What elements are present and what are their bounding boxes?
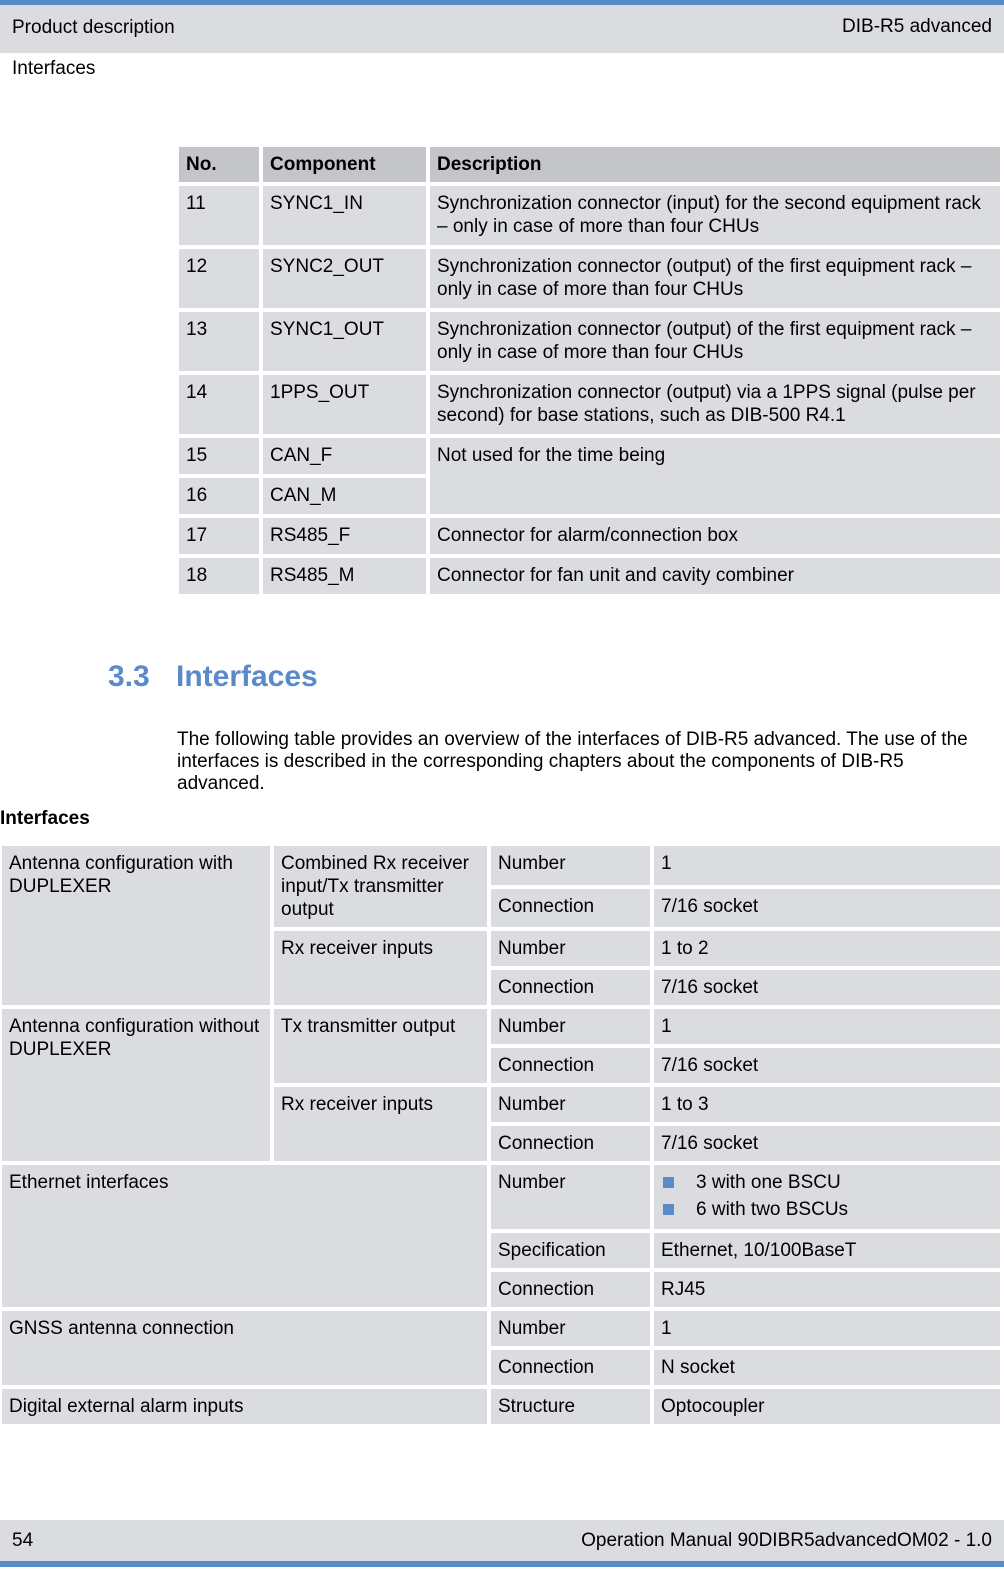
list-item-text: 3 with one BSCU [696,1172,841,1193]
column-header-component: Component [263,147,426,182]
cell-description: Connector for alarm/connection box [430,518,1000,554]
cell-description: Not used for the time being [430,438,1000,514]
cell-value: 7/16 socket [654,970,1000,1005]
page-number: 54 [12,1530,34,1551]
column-header-description: Description [430,147,1000,182]
cell-key: Connection [491,970,650,1005]
cell-component: RS485_F [263,518,426,554]
cell-group: Ethernet interfaces [2,1165,487,1307]
table-header-row [179,147,1000,182]
cell-value: 1 to 2 [654,931,1000,966]
cell-key: Connection [491,889,650,928]
cell-description: Synchronization connector (output) of the first equipment rack – only in case of more than four CHUs [430,312,1000,371]
cell-value: 7/16 socket [654,1048,1000,1083]
cell-value: 7/16 socket [654,1126,1000,1161]
cell-key: Number [491,846,650,885]
cell-group: Antenna configuration without DUPLEXER [2,1009,270,1161]
cell-group: Digital external alarm inputs [2,1389,487,1424]
cell-component: SYNC1_IN [263,186,426,245]
table-row [2,1311,1000,1346]
cell-no: 17 [179,518,259,554]
table-row [179,375,1000,434]
table-caption: Interfaces [0,808,90,829]
bullet-square-icon [663,1204,674,1215]
cell-key: Number [491,931,650,966]
table-row [179,518,1000,554]
cell-value: RJ45 [654,1272,1000,1307]
table-row [179,186,1000,245]
cell-component: RS485_M [263,558,426,594]
interfaces-table [0,842,1004,1428]
table-row [179,249,1000,308]
cell-component: SYNC1_OUT [263,312,426,371]
section-heading [108,660,318,694]
cell-component: CAN_F [263,438,426,474]
cell-key: Number [491,1087,650,1122]
cell-subgroup: Combined Rx receiver input/Tx transmitter output [274,846,487,927]
cell-group: GNSS antenna connection [2,1311,487,1385]
header-product: DIB-R5 advanced [842,16,992,37]
cell-key: Number [491,1311,650,1346]
cell-key: Connection [491,1272,650,1307]
bottom-accent-bar [0,1561,1004,1567]
table-row [2,1009,1000,1044]
cell-key: Specification [491,1233,650,1268]
list-item [661,1196,993,1223]
cell-group: Antenna configuration with DUPLEXER [2,846,270,1005]
cell-description: Connector for fan unit and cavity combiner [430,558,1000,594]
cell-component: 1PPS_OUT [263,375,426,434]
cell-component: CAN_M [263,478,426,514]
manual-id: Operation Manual 90DIBR5advancedOM02 - 1.0 [581,1530,992,1551]
table-row [179,312,1000,371]
header-section: Interfaces [12,58,96,79]
cell-no: 16 [179,478,259,514]
cell-description: Synchronization connector (output) via a 1PPS signal (pulse per second) for base stations, such as DIB-500 R4.1 [430,375,1000,434]
table-row [179,438,1000,474]
cell-subgroup: Tx transmitter output [274,1009,487,1083]
cell-subgroup: Rx receiver inputs [274,931,487,1005]
table-row [2,1389,1000,1424]
cell-value: 7/16 socket [654,889,1000,928]
bullet-square-icon [663,1177,674,1188]
cell-subgroup: Rx receiver inputs [274,1087,487,1161]
section-number: 3.3 [108,660,150,693]
cell-no: 13 [179,312,259,371]
cell-no: 12 [179,249,259,308]
cell-value: 1 [654,1311,1000,1346]
section-intro: The following table provides an overview of the interfaces of DIB-R5 advanced. The use of the interfaces is described in the corresponding chapters about the components of DIB-R5 advanced. [177,729,968,794]
cell-key: Number [491,1165,650,1229]
page-footer [0,1520,1004,1561]
component-table [175,143,1004,598]
list-item-text: 6 with two BSCUs [696,1199,849,1220]
cell-value: Ethernet, 10/100BaseT [654,1233,1000,1268]
page-header [0,5,1004,53]
table-row [2,846,1000,885]
cell-key: Number [491,1009,650,1044]
cell-no: 18 [179,558,259,594]
cell-key: Connection [491,1048,650,1083]
cell-no: 15 [179,438,259,474]
column-header-no: No. [179,147,259,182]
cell-component: SYNC2_OUT [263,249,426,308]
cell-key: Connection [491,1350,650,1385]
cell-key: Connection [491,1126,650,1161]
table-row [2,1165,1000,1229]
cell-no: 11 [179,186,259,245]
cell-value: 1 [654,1009,1000,1044]
section-title: Interfaces [176,660,318,693]
table-row [179,558,1000,594]
cell-description: Synchronization connector (output) of the first equipment rack – only in case of more than four CHUs [430,249,1000,308]
cell-key: Structure [491,1389,650,1424]
cell-description: Synchronization connector (input) for the second equipment rack – only in case of more than four CHUs [430,186,1000,245]
cell-no: 14 [179,375,259,434]
cell-value: 1 [654,846,1000,885]
cell-value: Optocoupler [654,1389,1000,1424]
cell-value: N socket [654,1350,1000,1385]
cell-value: 1 to 3 [654,1087,1000,1122]
header-chapter: Product description [12,17,175,38]
list-item [661,1169,993,1196]
bullet-list [661,1169,993,1223]
cell-value [654,1165,1000,1229]
